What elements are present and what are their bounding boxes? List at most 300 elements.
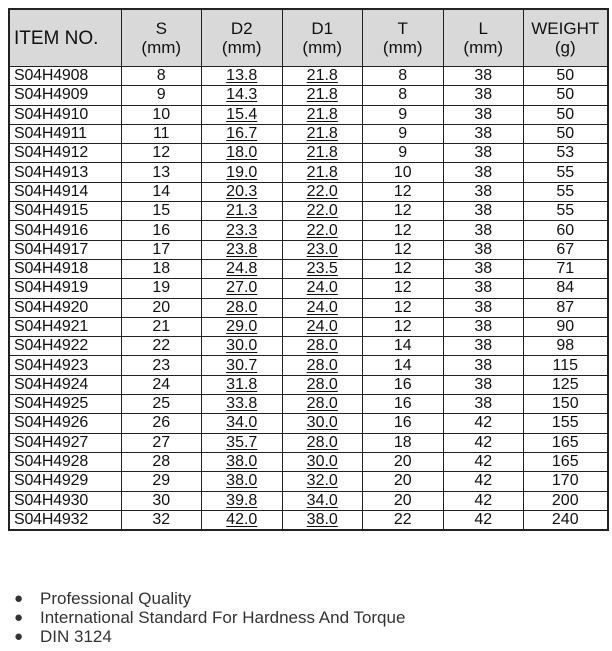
item-number-cell [9,356,121,375]
value-cell [524,317,608,336]
cell-text: 38 [474,318,493,335]
cell-text: 55 [556,202,575,220]
cell-text: S04H4914 [14,182,89,200]
cell-text: S04H4918 [14,260,89,278]
cell-text: 10 [393,163,412,181]
table-row [9,124,608,143]
table-row [9,67,608,86]
cell-text: 27 [152,433,171,451]
value-cell [363,124,444,143]
bullet-icon: ● [14,628,24,645]
cell-text: 25 [152,395,171,413]
table-row [9,395,608,414]
cell-text: 39.8 [226,491,258,509]
bullet-icon: ● [14,609,24,626]
table-row [9,163,608,182]
cell-text: 24.0 [306,298,338,316]
value-cell [443,202,524,221]
cell-text: 38 [474,395,493,413]
value-cell [443,105,524,124]
cell-text: 34.0 [226,414,258,432]
cell-text: 20 [152,298,171,316]
value-cell [282,414,363,433]
cell-text: 30 [152,491,171,509]
column-header-label: D2 [230,19,253,38]
value-cell [282,182,363,201]
cell-text: 18 [152,260,171,278]
column-header-label: D1 [311,19,334,38]
value-cell [443,182,524,201]
cell-text: 38 [474,298,493,316]
cell-text: S04H4927 [14,433,89,451]
cell-text: 30.7 [226,356,258,374]
table-header [9,9,608,67]
value-cell [282,163,363,182]
cell-text: 165 [551,433,579,451]
cell-text: S04H4919 [14,279,89,297]
value-cell [202,124,283,143]
value-cell [363,182,444,201]
value-cell [121,452,202,471]
column-header-label: ITEM NO. [14,27,99,49]
spec-table [8,8,609,531]
value-cell [443,375,524,394]
value-cell [524,259,608,278]
note-text: International Standard For Hardness And Torque [40,608,406,627]
value-cell [282,298,363,317]
table-row [9,433,608,452]
value-cell [282,317,363,336]
value-cell [202,414,283,433]
column-header-unit: (mm) [141,38,182,57]
value-cell [443,472,524,491]
cell-text: 17 [152,240,171,258]
item-number-cell [9,298,121,317]
value-cell [282,375,363,394]
cell-text: 50 [556,105,575,123]
cell-text: S04H4908 [14,67,89,85]
value-cell [363,510,444,530]
cell-text: 24.0 [306,318,338,335]
value-cell [443,240,524,259]
item-number-cell [9,452,121,471]
value-cell [282,472,363,491]
value-cell [443,124,524,143]
value-cell [121,356,202,375]
note-item [14,627,405,646]
item-number-cell [9,510,121,530]
table-row [9,337,608,356]
cell-text: 28.0 [306,337,338,355]
item-number-cell [9,433,121,452]
value-cell [202,221,283,240]
cell-text: S04H4909 [14,86,89,104]
cell-text: 67 [556,240,575,258]
value-cell [363,259,444,278]
cell-text: 23.3 [226,221,258,239]
cell-text: 12 [393,260,412,278]
cell-text: 22.0 [306,182,338,200]
column-header-unit: (mm) [382,38,423,57]
cell-text: 10 [152,105,171,123]
value-cell [121,124,202,143]
cell-text: 38 [474,221,493,239]
cell-text: 21.8 [306,125,338,143]
cell-text: S04H4911 [14,125,87,143]
item-number-cell [9,67,121,86]
cell-text: 38 [474,144,493,162]
value-cell [443,86,524,105]
value-cell [524,86,608,105]
value-cell [202,259,283,278]
value-cell [282,105,363,124]
item-number-cell [9,375,121,394]
value-cell [524,221,608,240]
item-number-cell [9,86,121,105]
value-cell [121,86,202,105]
cell-text: 155 [551,414,579,432]
value-cell [524,510,608,530]
table-body [9,67,608,531]
cell-text: 8 [398,67,408,85]
value-cell [202,240,283,259]
value-cell [202,491,283,510]
column-header-3 [282,9,363,67]
cell-text: 28.0 [306,433,338,451]
cell-text: 29.0 [226,318,258,335]
cell-text: S04H4917 [14,240,89,258]
value-cell [363,163,444,182]
column-header-label: S [155,19,167,38]
cell-text: 84 [556,279,575,297]
cell-text: S04H4912 [14,144,89,162]
value-cell [202,202,283,221]
item-number-cell [9,105,121,124]
item-number-cell [9,144,121,163]
cell-text: 9 [398,144,408,162]
cell-text: 18.0 [226,144,258,162]
value-cell [363,67,444,86]
value-cell [363,433,444,452]
value-cell [202,163,283,182]
item-number-cell [9,317,121,336]
cell-text: S04H4916 [14,221,89,239]
cell-text: 150 [551,395,579,413]
cell-text: 9 [156,86,166,104]
cell-text: 28.0 [226,298,258,316]
table-row [9,472,608,491]
cell-text: S04H4925 [14,395,89,413]
value-cell [363,491,444,510]
value-cell [202,356,283,375]
table-row [9,259,608,278]
value-cell [524,124,608,143]
cell-text: S04H4913 [14,163,89,181]
cell-text: 13.8 [226,67,258,85]
value-cell [363,472,444,491]
item-number-cell [9,202,121,221]
item-number-cell [9,124,121,143]
column-header-4 [363,9,444,67]
value-cell [524,240,608,259]
value-cell [202,298,283,317]
column-header-6 [524,9,608,67]
table-row [9,240,608,259]
cell-text: 115 [552,356,578,374]
table-row [9,221,608,240]
cell-text: 12 [393,221,412,239]
value-cell [121,105,202,124]
value-cell [282,337,363,356]
cell-text: 38 [474,375,493,393]
value-cell [363,317,444,336]
value-cell [363,395,444,414]
value-cell [443,491,524,510]
cell-text: S04H4924 [14,375,89,393]
table-row [9,279,608,298]
value-cell [524,67,608,86]
value-cell [121,221,202,240]
cell-text: 33.8 [226,395,258,413]
cell-text: 9 [398,105,408,123]
value-cell [121,259,202,278]
cell-text: S04H4921 [14,318,89,335]
cell-text: 29 [152,472,171,490]
feature-notes-list [14,589,405,646]
cell-text: 50 [556,67,575,85]
column-header-unit: (mm) [302,38,343,57]
cell-text: 90 [556,318,575,335]
column-header-2 [202,9,283,67]
cell-text: 28.0 [306,395,338,413]
value-cell [524,433,608,452]
cell-text: 20 [393,491,412,509]
value-cell [443,452,524,471]
value-cell [443,144,524,163]
cell-text: S04H4930 [14,491,89,509]
cell-text: 11 [152,125,170,143]
cell-text: 38.0 [226,453,258,471]
cell-text: 23 [152,356,171,374]
item-number-cell [9,163,121,182]
cell-text: S04H4923 [14,356,89,374]
value-cell [121,472,202,491]
value-cell [363,202,444,221]
cell-text: S04H4928 [14,453,89,471]
cell-text: 30.0 [306,414,338,432]
cell-text: 38 [474,67,493,85]
cell-text: 23.8 [226,240,258,258]
table-row [9,452,608,471]
cell-text: 24.8 [226,260,258,278]
value-cell [202,433,283,452]
cell-text: 28.0 [306,356,338,374]
cell-text: 32.0 [306,472,338,490]
cell-text: 20.3 [226,182,258,200]
column-header-label: T [397,19,408,38]
cell-text: 38.0 [306,510,338,528]
value-cell [121,279,202,298]
column-header-unit: (g) [554,38,576,57]
cell-text: 22 [152,337,171,355]
cell-text: 20 [393,453,412,471]
value-cell [282,202,363,221]
cell-text: 55 [556,163,575,181]
cell-text: S04H4922 [14,337,89,355]
cell-text: 14 [152,182,171,200]
column-header-label: L [478,19,488,38]
value-cell [121,163,202,182]
value-cell [121,433,202,452]
cell-text: 16 [152,221,171,239]
cell-text: 15.4 [226,105,258,123]
cell-text: 42 [474,453,493,471]
cell-text: 22 [393,510,412,528]
value-cell [363,452,444,471]
cell-text: S04H4926 [14,414,89,432]
cell-text: 18 [393,433,412,451]
value-cell [282,491,363,510]
value-cell [202,105,283,124]
value-cell [524,202,608,221]
cell-text: 38 [474,202,493,220]
value-cell [524,298,608,317]
value-cell [524,395,608,414]
value-cell [524,356,608,375]
cell-text: 34.0 [306,491,338,509]
bullet-icon: ● [14,590,24,607]
cell-text: 19 [152,279,171,297]
value-cell [282,86,363,105]
value-cell [443,317,524,336]
table-row [9,414,608,433]
value-cell [202,337,283,356]
value-cell [363,414,444,433]
cell-text: 23.0 [306,240,338,258]
value-cell [363,86,444,105]
cell-text: 12 [393,182,412,200]
table-row [9,298,608,317]
cell-text: 12 [393,240,412,258]
value-cell [363,279,444,298]
item-number-cell [9,221,121,240]
value-cell [202,67,283,86]
cell-text: 12 [393,298,412,316]
value-cell [202,472,283,491]
table-row [9,182,608,201]
note-item [14,589,405,608]
value-cell [363,356,444,375]
item-number-cell [9,240,121,259]
cell-text: 22.0 [306,202,338,220]
value-cell [121,298,202,317]
cell-text: 42 [474,414,493,432]
cell-text: 42 [474,472,493,490]
table-row [9,86,608,105]
cell-text: 30.0 [226,337,258,355]
cell-text: 23.5 [306,260,338,278]
cell-text: 14.3 [226,86,258,104]
cell-text: 9 [398,125,408,143]
value-cell [524,491,608,510]
cell-text: 24 [152,375,171,393]
cell-text: 12 [393,202,412,220]
value-cell [363,337,444,356]
cell-text: S04H4915 [14,202,89,220]
value-cell [282,395,363,414]
cell-text: 170 [551,472,579,490]
cell-text: 24.0 [306,279,338,297]
item-number-cell [9,337,121,356]
value-cell [282,144,363,163]
value-cell [363,221,444,240]
column-header-label: WEIGHT [531,19,600,38]
cell-text: 21.8 [306,144,338,162]
cell-text: 16 [393,395,412,413]
cell-text: 98 [556,337,575,355]
cell-text: 12 [152,144,171,162]
column-header-0 [9,9,121,67]
value-cell [363,298,444,317]
cell-text: 42 [474,433,493,451]
item-number-cell [9,259,121,278]
value-cell [121,182,202,201]
value-cell [121,202,202,221]
value-cell [443,279,524,298]
item-number-cell [9,182,121,201]
value-cell [443,433,524,452]
cell-text: 22.0 [306,221,338,239]
value-cell [121,414,202,433]
value-cell [443,414,524,433]
cell-text: 15 [152,202,171,220]
cell-text: 14 [393,337,412,355]
cell-text: 16 [393,414,412,432]
value-cell [282,259,363,278]
value-cell [282,221,363,240]
item-number-cell [9,395,121,414]
value-cell [524,472,608,491]
value-cell [443,356,524,375]
value-cell [282,279,363,298]
cell-text: 30.0 [306,453,338,471]
value-cell [202,375,283,394]
value-cell [202,317,283,336]
note-item [14,608,405,627]
cell-text: 21.8 [306,67,338,85]
cell-text: 38 [474,105,493,123]
value-cell [443,395,524,414]
cell-text: 12 [393,318,412,335]
cell-text: 38 [474,86,493,104]
table-row [9,144,608,163]
cell-text: 27.0 [226,279,258,297]
item-number-cell [9,414,121,433]
value-cell [524,337,608,356]
cell-text: 31.8 [226,375,258,393]
value-cell [443,259,524,278]
note-text: Professional Quality [40,589,192,608]
cell-text: 165 [551,453,579,471]
cell-text: 20 [393,472,412,490]
value-cell [121,144,202,163]
table-row [9,105,608,124]
value-cell [443,298,524,317]
cell-text: 38 [474,279,493,297]
value-cell [202,182,283,201]
column-header-unit: (mm) [463,38,504,57]
cell-text: 38 [474,240,493,258]
